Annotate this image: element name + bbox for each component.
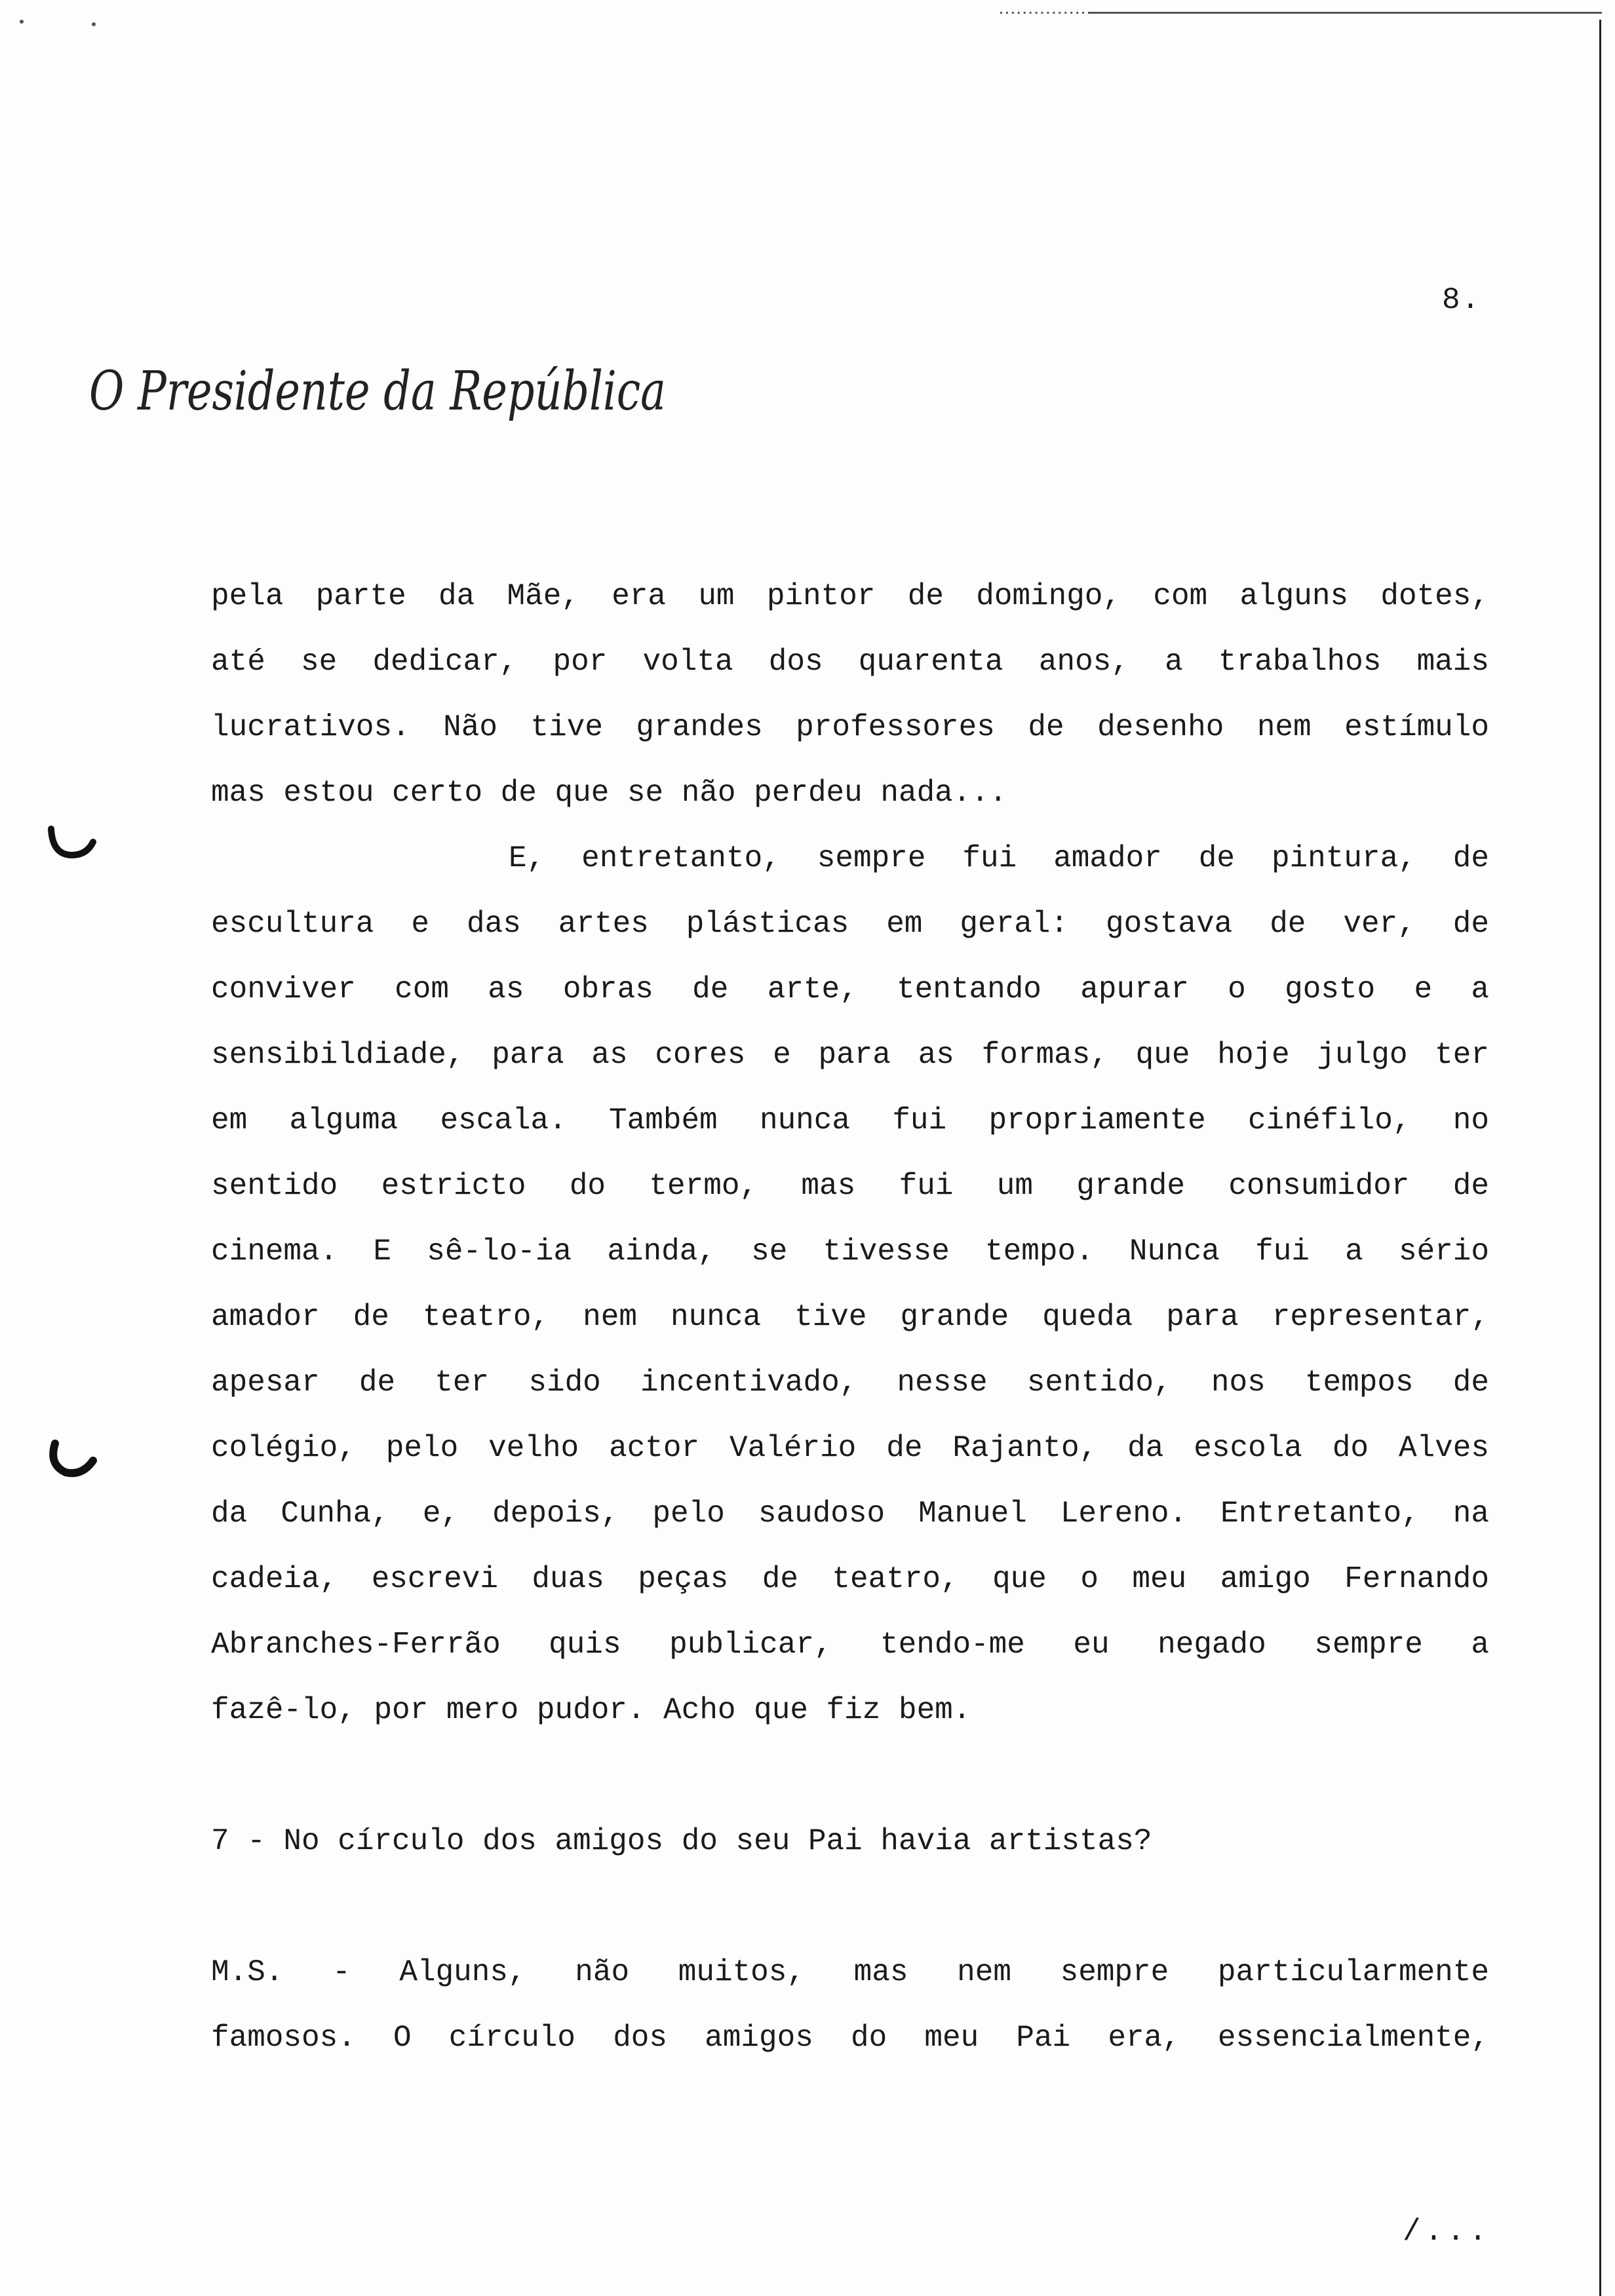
text-line: M.S. - Alguns, não muitos, mas nem sempre particularmente [211, 1955, 1489, 1989]
punch-hole-mark [46, 1438, 98, 1478]
interview-question: 7 - No círculo dos amigos do seu Pai havia artistas? [211, 1824, 1152, 1858]
text-line: em alguma escala. Também nunca fui propriamente cinéfilo, no [211, 1103, 1489, 1138]
text-line: sentido estricto do termo, mas fui um grande consumidor de [211, 1169, 1489, 1203]
text-line: amador de teatro, nem nunca tive grande queda para representar, [211, 1300, 1489, 1334]
text-line: apesar de ter sido incentivado, nesse sentido, nos tempos de [211, 1366, 1489, 1400]
text-line: conviver com as obras de arte, tentando apurar o gosto e a [211, 972, 1489, 1006]
paragraph-2 [211, 826, 1489, 1743]
top-rule-gap [996, 12, 1088, 14]
svg-text:O Presidente da República: O Presidente da República [89, 360, 666, 423]
text-line: sensibildiade, para as cores e para as formas, que hoje julgo ter [211, 1038, 1489, 1072]
text-line: Abranches-Ferrão quis publicar, tendo-me eu negado sempre a [211, 1628, 1489, 1662]
text-line: da Cunha, e, depois, pelo saudoso Manuel Lereno. Entretanto, na [211, 1497, 1489, 1531]
text-line: mas estou certo de que se não perdeu nada... [211, 776, 1007, 810]
continuation-mark: /... [1403, 2215, 1491, 2249]
paragraph-1 [211, 564, 1489, 826]
text-line: fazê-lo, por mero pudor. Acho que fiz bem. [211, 1693, 971, 1727]
scan-speck [20, 20, 24, 24]
text-line: E, entretanto, sempre fui amador de pintura, de [509, 841, 1489, 875]
text-line: lucrativos. Não tive grandes professores de desenho nem estímulo [211, 710, 1489, 744]
scan-speck [92, 22, 96, 26]
text-line: escultura e das artes plásticas em geral: gostava de ver, de [211, 907, 1489, 941]
punch-hole-mark [46, 822, 98, 862]
text-line: colégio, pelo velho actor Valério de Rajanto, da escola do Alves [211, 1431, 1489, 1465]
text-line: famosos. O círculo dos amigos do meu Pai era, essencialmente, [211, 2021, 1489, 2055]
page-edge-line [1599, 20, 1601, 2296]
page-number: 8. [1442, 283, 1481, 317]
letterhead-logo [89, 347, 679, 439]
text-line: pela parte da Mãe, era um pintor de domingo, com alguns dotes, [211, 579, 1489, 613]
text-line: cadeia, escrevi duas peças de teatro, que o meu amigo Fernando [211, 1562, 1489, 1596]
text-line: cinema. E sê-lo-ia ainda, se tivesse tempo. Nunca fui a sério [211, 1234, 1489, 1269]
interview-answer [211, 1940, 1489, 2071]
text-line: até se dedicar, por volta dos quarenta anos, a trabalhos mais [211, 645, 1489, 679]
